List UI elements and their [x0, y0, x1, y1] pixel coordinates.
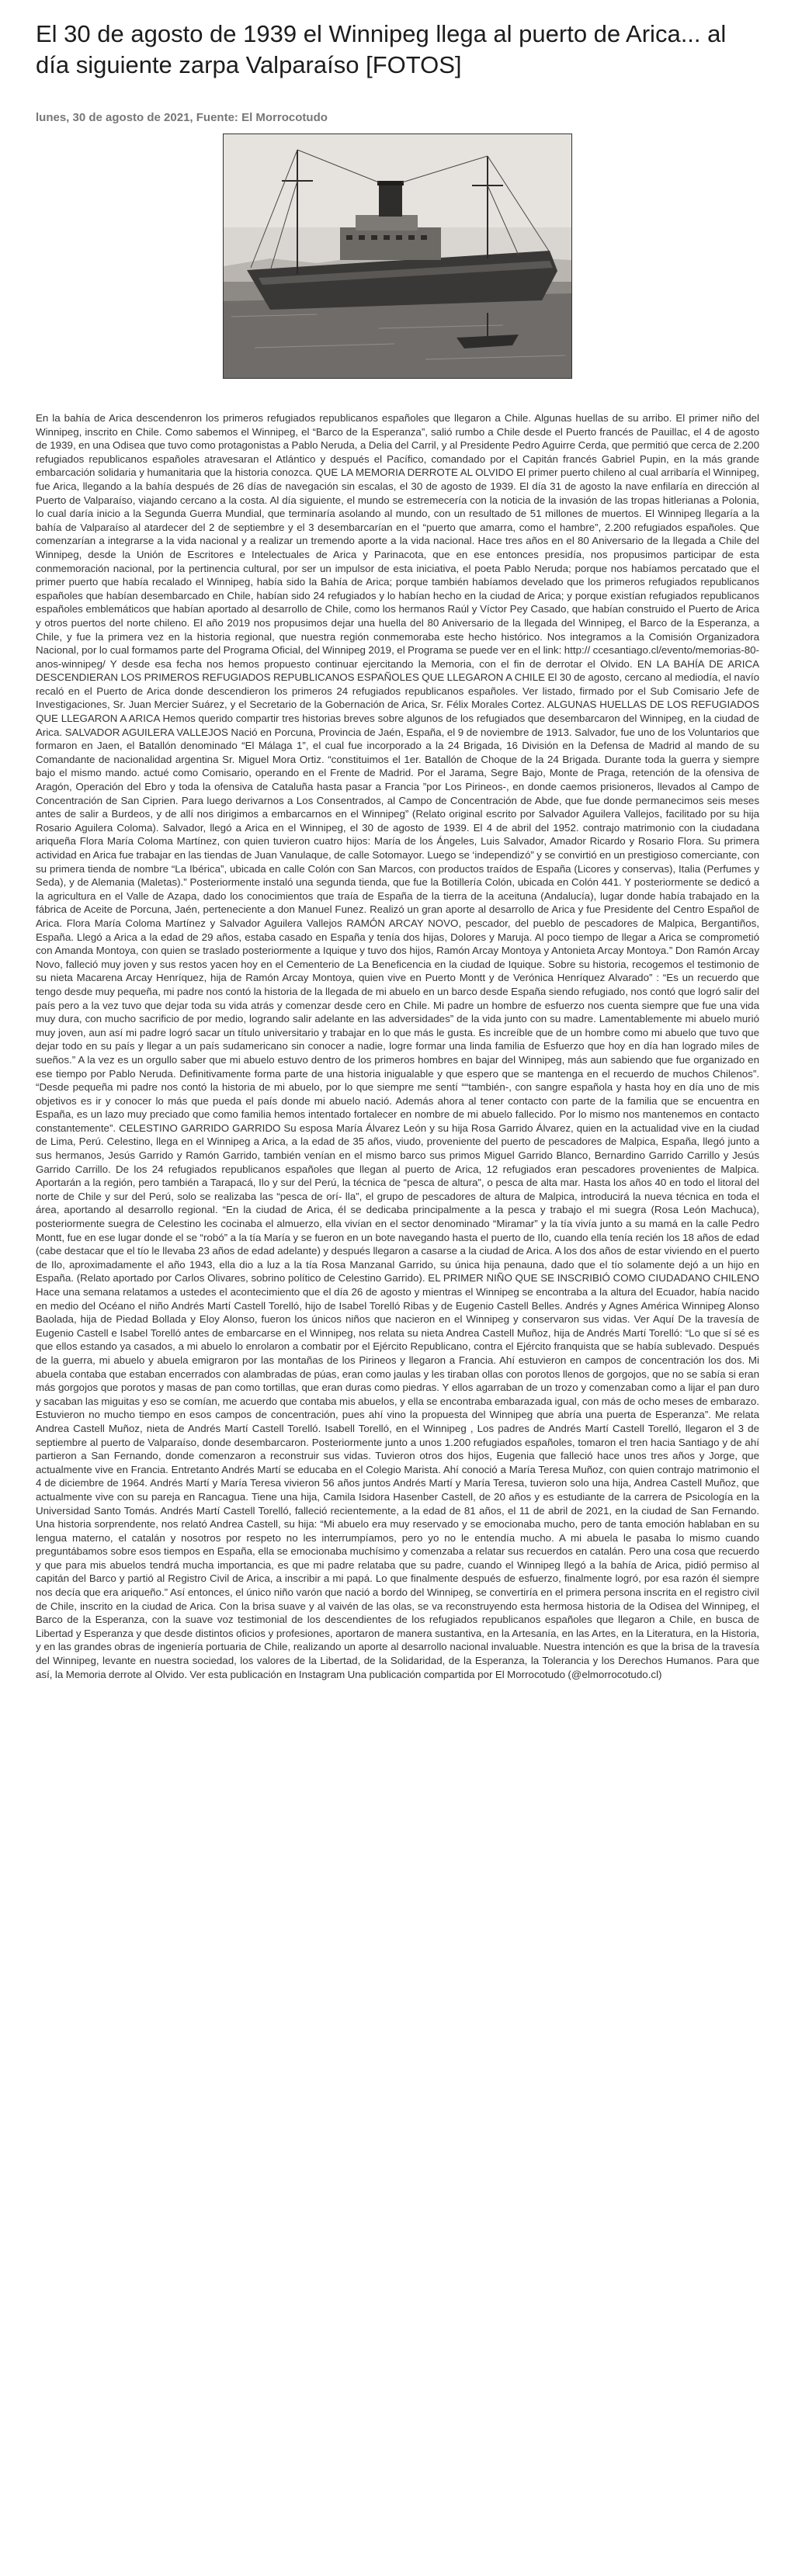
ship-photo [223, 133, 572, 379]
article-body: En la bahía de Arica descendenron los primeros refugiados republicanos españoles que llegaron a Chile. Algunas huellas de su arribo. El primer niño del Winnipeg, inscrito en Chile. Como sabemos el Winnipeg, el “Barco de la Esperanza”, salió rumbo a Chile desde el Puerto francés de Pauillac, el 4 de agosto de 1939, en una Odisea que tuvo como protagonistas a Pablo Neruda, a Delia del Carril, y al Presidente Pedro Aguirre Cerda, que permitió que cerca de 2.200 refugiados republicanos españoles atravesaran el Atlántico y después el Pacífico, comandado por el Capitán francés Gabriel Pupin, en la más grande embarcación solidaria y humanitaria que la historia conozca. QUE LA MEMORIA DERROTE AL OLVIDO El primer puerto chileno al cual arribaría el Winnipeg, fue Arica, llegando a la bahía después de 26 días de navegación sin escalas, el 30 de agosto de 1939. El día 31 de agosto la nave enfilaría en dirección al Puerto de Valparaíso, viajando cercano a la costa. Al día siguiente, el mundo se estremecería con la noticia de la invasión de las tropas hitlerianas a Polonia, lo cual daría inicio a la Segunda Guerra Mundial, que terminaría asolando al mundo, con un resultado de 51 millones de muertos. El Winnipeg llegaría a la bahía de Valparaíso al atardecer del 2 de septiembre y el 3 desembarcarían en el “puerto que amarra, como el hambre”, 2.200 refugiados españoles. Que comenzarían a integrarse a la vida nacional y a realizar un tremendo aporte a la vida nacional. Hace tres años en el 80 Aniversario de la llegada a Chile del Winnipeg, desde la Unión de Escritores e Intelectuales de Arica y Parinacota, que en ese entonces presidía, nos propusimos participar de esta conmemoración nacional, por la pertinencia cultural, por ser un impulsor de esta iniciativa, el poeta Pablo Neruda; porque nos habíamos percatado que el primer puerto que había recalado el Winnipeg, había sido la Bahía de Arica; porque también habíamos develado que los primeros refugiados republicanos españoles que habían desembarcado en Chile, habían sido 24 refugiados y lo habían hecho en la ciudad de Arica; y porque existían refugiados republicanos españoles emblemáticos que habían aportado al desarrollo de Chile, como los hermanos Raúl y Víctor Pey Casado, que habían construido el Puerto de Arica y otros puertos del norte chileno. El año 2019 nos propusimos dejar una huella del 80 Aniversario de la llegada del Winnipeg, el Barco de la Esperanza, a Chile, y fue la primera vez en la historia regional, que nuestra región conmemoraba este hecho histórico. Nos integramos a la Comisión Organizadora Nacional, por lo cual formamos parte del Programa Oficial, del Winnipeg 2019, el Programa se puede ver en el link: http:// ccesantiago.cl/evento/memorias-80-anos-winnipeg/ Y desde esa fecha nos hemos propuesto continuar ejercitando la Memoria, con el fin de derrotar el Olvido. EN LA BAHÍA DE ARICA DESCENDIERAN LOS PRIMEROS REFUGIADOS REPUBLICANOS ESPAÑOLES QUE LLEGARON A CHILE El 30 de agosto, cercano al mediodía, el navío recaló en el Puerto de Arica donde descendieron los primeros 24 refugiados republicanos españoles. Ver listado, firmado por el Sub Comisario Jefe de Investigaciones, Sr. Juan Mercier Suárez, y el Secretario de la Gobernación de Arica, Sr. Félix Morales Cortez. ALGUNAS HUELLAS DE LOS REFUGIADOS QUE LLEGARON A ARICA Hemos querido compartir tres historias breves sobre algunos de los refugiados que desembarcaron del Winnipeg, en la ciudad de Arica. SALVADOR AGUILERA VALLEJOS Nació en Porcuna, Provincia de Jaén, España, el 9 de noviembre de 1913. Salvador, fue uno de los Voluntarios que formaron en Jaen, el Batallón denominado “El Málaga 1”, el cual fue incorporado a la 24 Brigada, 16 División en la Defensa de Madrid al mando de su Comandante de nacionalidad argentina Sr. Miguel Mora Ortiz. “constituimos el 1er. Batallón de Choque de la 24 Brigada. Durante toda la guerra y siempre bajo el mismo mando. actué como Comisario, operando en el Frente de Madrid. Por el Jarama, Segre Bajo, Monte de Praga, retención de la ofensiva de Aragón, Operación del Ebro y toda la ofensiva de Cataluña hasta pasar a Francia ”por Los Pirineos-, en donde caemos prisioneros, llevados al Campo de Concentración de San Ciprien. Para luego derivarnos a Los Consentrados, al Campo de Concentración de Abde, que fue donde permanecimos seis meses antes de salir a Burdeos, y de allí nos dirigimos a embarcarnos en el Winnipeg” (Relato original escrito por Salvador Aguilera Vallejos, facilitado por su hija Rosario Aguilera Coloma). Salvador, llegó a Arica en el Winnipeg, el 30 de agosto de 1939. El 4 de abril del 1952. contrajo matrimonio con la ciudadana ariqueña Flora María Coloma Martínez, con quien tuvieron cuatro hijos: María de los Ángeles, Luis Salvador, Amador Ricardo y Rosario Flora. Su primera actividad en Arica fue trabajar en las tiendas de Juan Vanulaque, de calle Sotomayor. Luego se ‘independizó” y se convirtió en un prestigioso comerciante, con su primera tienda de nombre “La Ibérica”, ubicada en calle Colón con San Marcos, con productos traídos de España (Licores y conservas), Italia (Perfumes y Seda), y de Alemania (Maletas).” Posteriormente instaló una segunda tienda, que fue la Botillería Colón, ubicada en Colón 441. Y posteriormente se dedicó a la agricultura en el Valle de Azapa, dado los conocimientos que traía de España de la tierra de la aceituna (Andalucía), lugar donde había trabajado en la fábrica de Aceite de Porcuna, Jaén, perteneciente a don Manuel Funez. Realizó un gran aporte al desarrollo de Arica y fue Presidente del Centro Español de Arica. Flora María Coloma Martínez y Salvador Aguilera Vallejos RAMÓN ARCAY NOVO, pescador, del pueblo de pescadores de Malpica, Bergantiños, España. Llegó a Arica a la edad de 29 años, estaba casado en España y tenía dos hijas, Dolores y Maruja. Al poco tiempo de llegar a Arica se comprometió con Amanda Montoya, con quien se traslado posteriormente a Iquique y tuvo dos hijos, Ramón Arcay Montoya y Antonieta Arcay Montoya.” Don Ramón Arcay Novo, falleció muy joven y sus restos yacen hoy en el Cementerio de La Beneficencia en la ciudad de Iquique. Sobre su historia, recogemos el testimonio de su nieta Macarena Arcay Henríquez, hija de Ramón Arcay Montoya, quien vive en Puerto Montt y de Verónica Henríquez Alvarado” : “Es un recuerdo que tengo desde muy pequeña, mi padre nos contó la historia de la llegada de mi abuelo en un barco desde España siendo refugiado, nos contó que logró salir del país pero a la vez tuvo que dejar toda su vida atrás y comenzar desde cero en Chile. Mi padre un hombre de esfuerzo nos cuenta siempre que fue una vida muy dura, con mucho sacrificio de por medio, logrando salir adelante en las adversidades” de la vida junto con su madre. Lamentablemente mi abuelo murió muy joven, aun así mi padre logró sacar un título universitario y trabajar en lo que más le gusta. Es increíble que de un hombre como mi abuelo que tuvo que dejar todo en su país y llegar a un país sudamericano sin conocer a nadie, logre formar una linda familia de Esfuerzo que hoy en día han logrado miles de sueños.” A la vez es un orgullo saber que mi abuelo estuvo dentro de los primeros hombres en bajar del Winnipeg, más aun sabiendo que fue organizado en ese tiempo por Pablo Neruda. Definitivamente forma parte de una historia inigualable y que espero que se mantenga en el recuerdo de muchos Chilenos”. “Desde pequeña mi padre nos contó la historia de mi abuelo, por lo que siempre me sentí ““también-, con sangre española y hasta hoy en día uno de mis objetivos es ir y conocer lo más que pueda el país donde mi abuelo nació. Además ahora al tener contacto con parte de la familia que se encuentra en España, es un lazo muy preciado que como familia hemos intentado fortalecer en nombre de mi abuelo fallecido. Por lo mismo nos mantenemos en contacto constantemente”. CELESTINO GARRIDO GARRIDO Su esposa María Álvarez León y su hija Rosa Garrido Álvarez, quien en la actualidad vive en la ciudad de Lima, Perú. Celestino, llega en el Winnipeg a Arica, a la edad de 35 años, viudo, proveniente del puerto de pescadores de Malpica, España, llegó junto a sus hermanos, Jesús Garrido y Ramón Garrido, también venían en el mismo barco sus primos Miguel Garrido Blanco, Bernardino Garrido Carrillo y Jesús Garrido Carrillo. De los 24 refugiados republicanos españoles que llegan al puerto de Arica, 12 refugiados eran pescadores provenientes de Malpica. Aportarán a la región, pero también a Tarapacá, Ilo y sur del Perú, la técnica de “pesca de altura”, o pesca de alta mar. Hasta los años 40 en todo el litoral del norte de Chile y sur del Perú, solo se realizaba las “pesca de orí- lla”, el grupo de pescadores de altura de Malpica, introducirá la nueva técnica en toda el área, aportando al desarrollo regional. “En la ciudad de Arica, él se dedicaba principalmente a la pesca y trabajo el mi suegra (Rosa León Machuca), posteriormente suegra de Celestino les cocinaba el almuerzo, ella vivían en el sector denominado “Miramar” y la tía vivía junto a su mamá en la calle Pedro Montt, fue en ese lugar donde el se “robó” a la tía María y se fueron en un bote navegando hasta el puerto de Ilo, cuando ella tenía recién los 18 años de edad (cabe destacar que el tío le llevaba 23 años de edad adelante) y después llegaron a casarse a la ciudad de Arica. A los dos años de estar viviendo en el puerto de Ilo, aproximadamente el año 1943, ella dio a luz a la tía Rosa Manzanal Garrido, su única hija penauna, dado que el tío solamente dejó a un hijo en España. (Relato aportado por Carlos Olivares, sobrino político de Celestino Garrido). EL PRIMER NIÑO QUE SE INSCRIBIÓ COMO CIUDADANO CHILENO Hace una semana relatamos a ustedes el acontecimiento que el día 26 de agosto y mientras el Winnipeg se encontraba a la altura del Ecuador, había nacido en medio del Océano el niño Andrés Martí Castell Torelló, hijo de Isabel Torelló Ribas y de Eugenio Castell Belles. Andrés y Agnes América Winnipeg Alonso Baolada, hija de Piedad Bollada y Eloy Alonso, fueron los únicos niños que nacieron en el Winnipeg y conservaron sus vidas. Ver Aquí De la travesía de Eugenio Castell e Isabel Torelló antes de embarcarse en el Winnipeg, nos relata su nieta Andrea Castell Muñoz, hija de Andrés Martí Torelló: “Lo que sí sé es que ellos estando ya casados, a mi abuelo lo enrolaron a combatir por el Ejército Republicano, contra el Ejército franquista que se había sublevado. Después de la guerra, mi abuelo y abuela emigraron por las montañas de los Pirineos y llegaron a Francia. Ahí estuvieron en campos de concentración los dos. Mi abuela contaba que estaban encerrados con alambradas de púas, eran como jaulas y les tiraban ollas con porotos llenos de gorgojos, que no se sabía si eran más gorgojos que porotos y masas de pan como tortillas, que eran duras como piedras. Y ellos agarraban de un trozo y comenzaban como a lijar el pan duro y sacaban las miguitas y eso se comían, me acuerdo que contaba mis abuelos, y ella se encontraba embarazada igual, con más de ocho meses de embarazo. Estuvieron no mucho tiempo en esos campos de concentración, pues ahí vino la propuesta del Winnipeg que abría una puerta de Esperanza”. Me relata Andrea Castell Muñoz, nieta de Andrés Martí Castell Torelló. Isabell Torelló, en el Winnipeg , Los padres de Andrés Martí Castell Torelló, llegaron el 3 de septiembre al puerto de Valparaíso, donde desembarcaron. Posteriormente junto a unos 1.200 refugiados españoles, tomaron el tren hacia Santiago y de ahí partieron a San Fernando, donde comenzaron a reconstruir sus vidas. Tuvieron otros dos hijos, Eugenia que falleció hace unos tres años y Jorge, que actualmente vive en Francia. Entretanto Andrés Martí se educaba en el Colegio Marista. Ahí conoció a María Teresa Muñoz, con quien contrajo matrimonio el 4 de diciembre de 1964. Andrés Martí y María Teresa vivieron 56 años juntos Andrés Martí y María Teresa, tuvieron solo una hija, Andrea Castell Muñoz, que actualmente vive con su pareja en Rancagua. Tiene una hija, Camila Isidora Hasenber Castell, de 20 años y es estudiante de la carrera de Psicología en la Universidad Santo Tomás. Andrés Martí Castell Torelló, falleció recientemente, a la edad de 81 años, el 11 de abril de 2021, en la ciudad de San Fernando. Una historia sorprendente, nos relató Andrea Castell, su hija: “Mi abuelo era muy reservado y se emocionaba mucho, pero de tanta emoción hablaban en su lengua materno, el catalán y nosotros por respeto no les interrumpíamos, pero yo no le entendía mucho. A mi abuela le pasaba lo mismo cuando preguntábamos sobre esos tiempos en España, ella se emocionaba muchísimo y comenzaba a relatar sus recuerdos en catalán. Pero una cosa que recuerdo y que para mis abuelos tendrá mucha importancia, es que mi padre relataba que su padre, cuando el Winnipeg llegó a la bahía de Arica, pidió permiso al capitán del Barco y partió al Registro Civil de Arica, a inscribir a mi papá. Lo que finalmente después de esfuerzo, finalmente logró, por esa razón él siempre nos decía que era ariqueño.” Así entonces, el único niño varón que nació a bordo del Winnipeg, se convertiría en el primera persona inscrita en el registro civil de Chile, inscrito en la ciudad de Arica. Con la brisa suave y al vaivén de las olas, se va reconstruyendo esta hermosa historia de la Odisea del Winnipeg, el Barco de la Esperanza, con la suave voz testimonial de los descendientes de los refugiados republicanos españoles que llegaron a Chile, en busca de Libertad y Esperanza y que desde distintos oficios y profesiones, aportaron de manera sustantiva, en la Artesanía, en las Artes, en la Literatura, en la Historia, y en las grandes obras de ingeniería portuaria de Chile, realizando un aporte al desarrollo nacional invaluable. Nuestra intención es que la brisa de la travesía del Winnipeg, levante en nuestra sociedad, los valores de la Libertad, de la Solidaridad, de la Esperanza, la Tolerancia y los Derechos Humanos. Para que así, la Memoria derrote al Olvido. Ver esta publicación en Instagram Una publicación compartida por El Morrocotudo (@elmorrocotudo.cl) [36, 412, 759, 1680]
article-meta: lunes, 30 de agosto de 2021, Fuente: El Morrocotudo [36, 111, 328, 124]
photo-container [36, 133, 759, 380]
article-title: El 30 de agosto de 1939 el Winnipeg llega al puerto de Arica... al día siguiente zarpa Valparaíso [FOTOS] [36, 20, 727, 78]
